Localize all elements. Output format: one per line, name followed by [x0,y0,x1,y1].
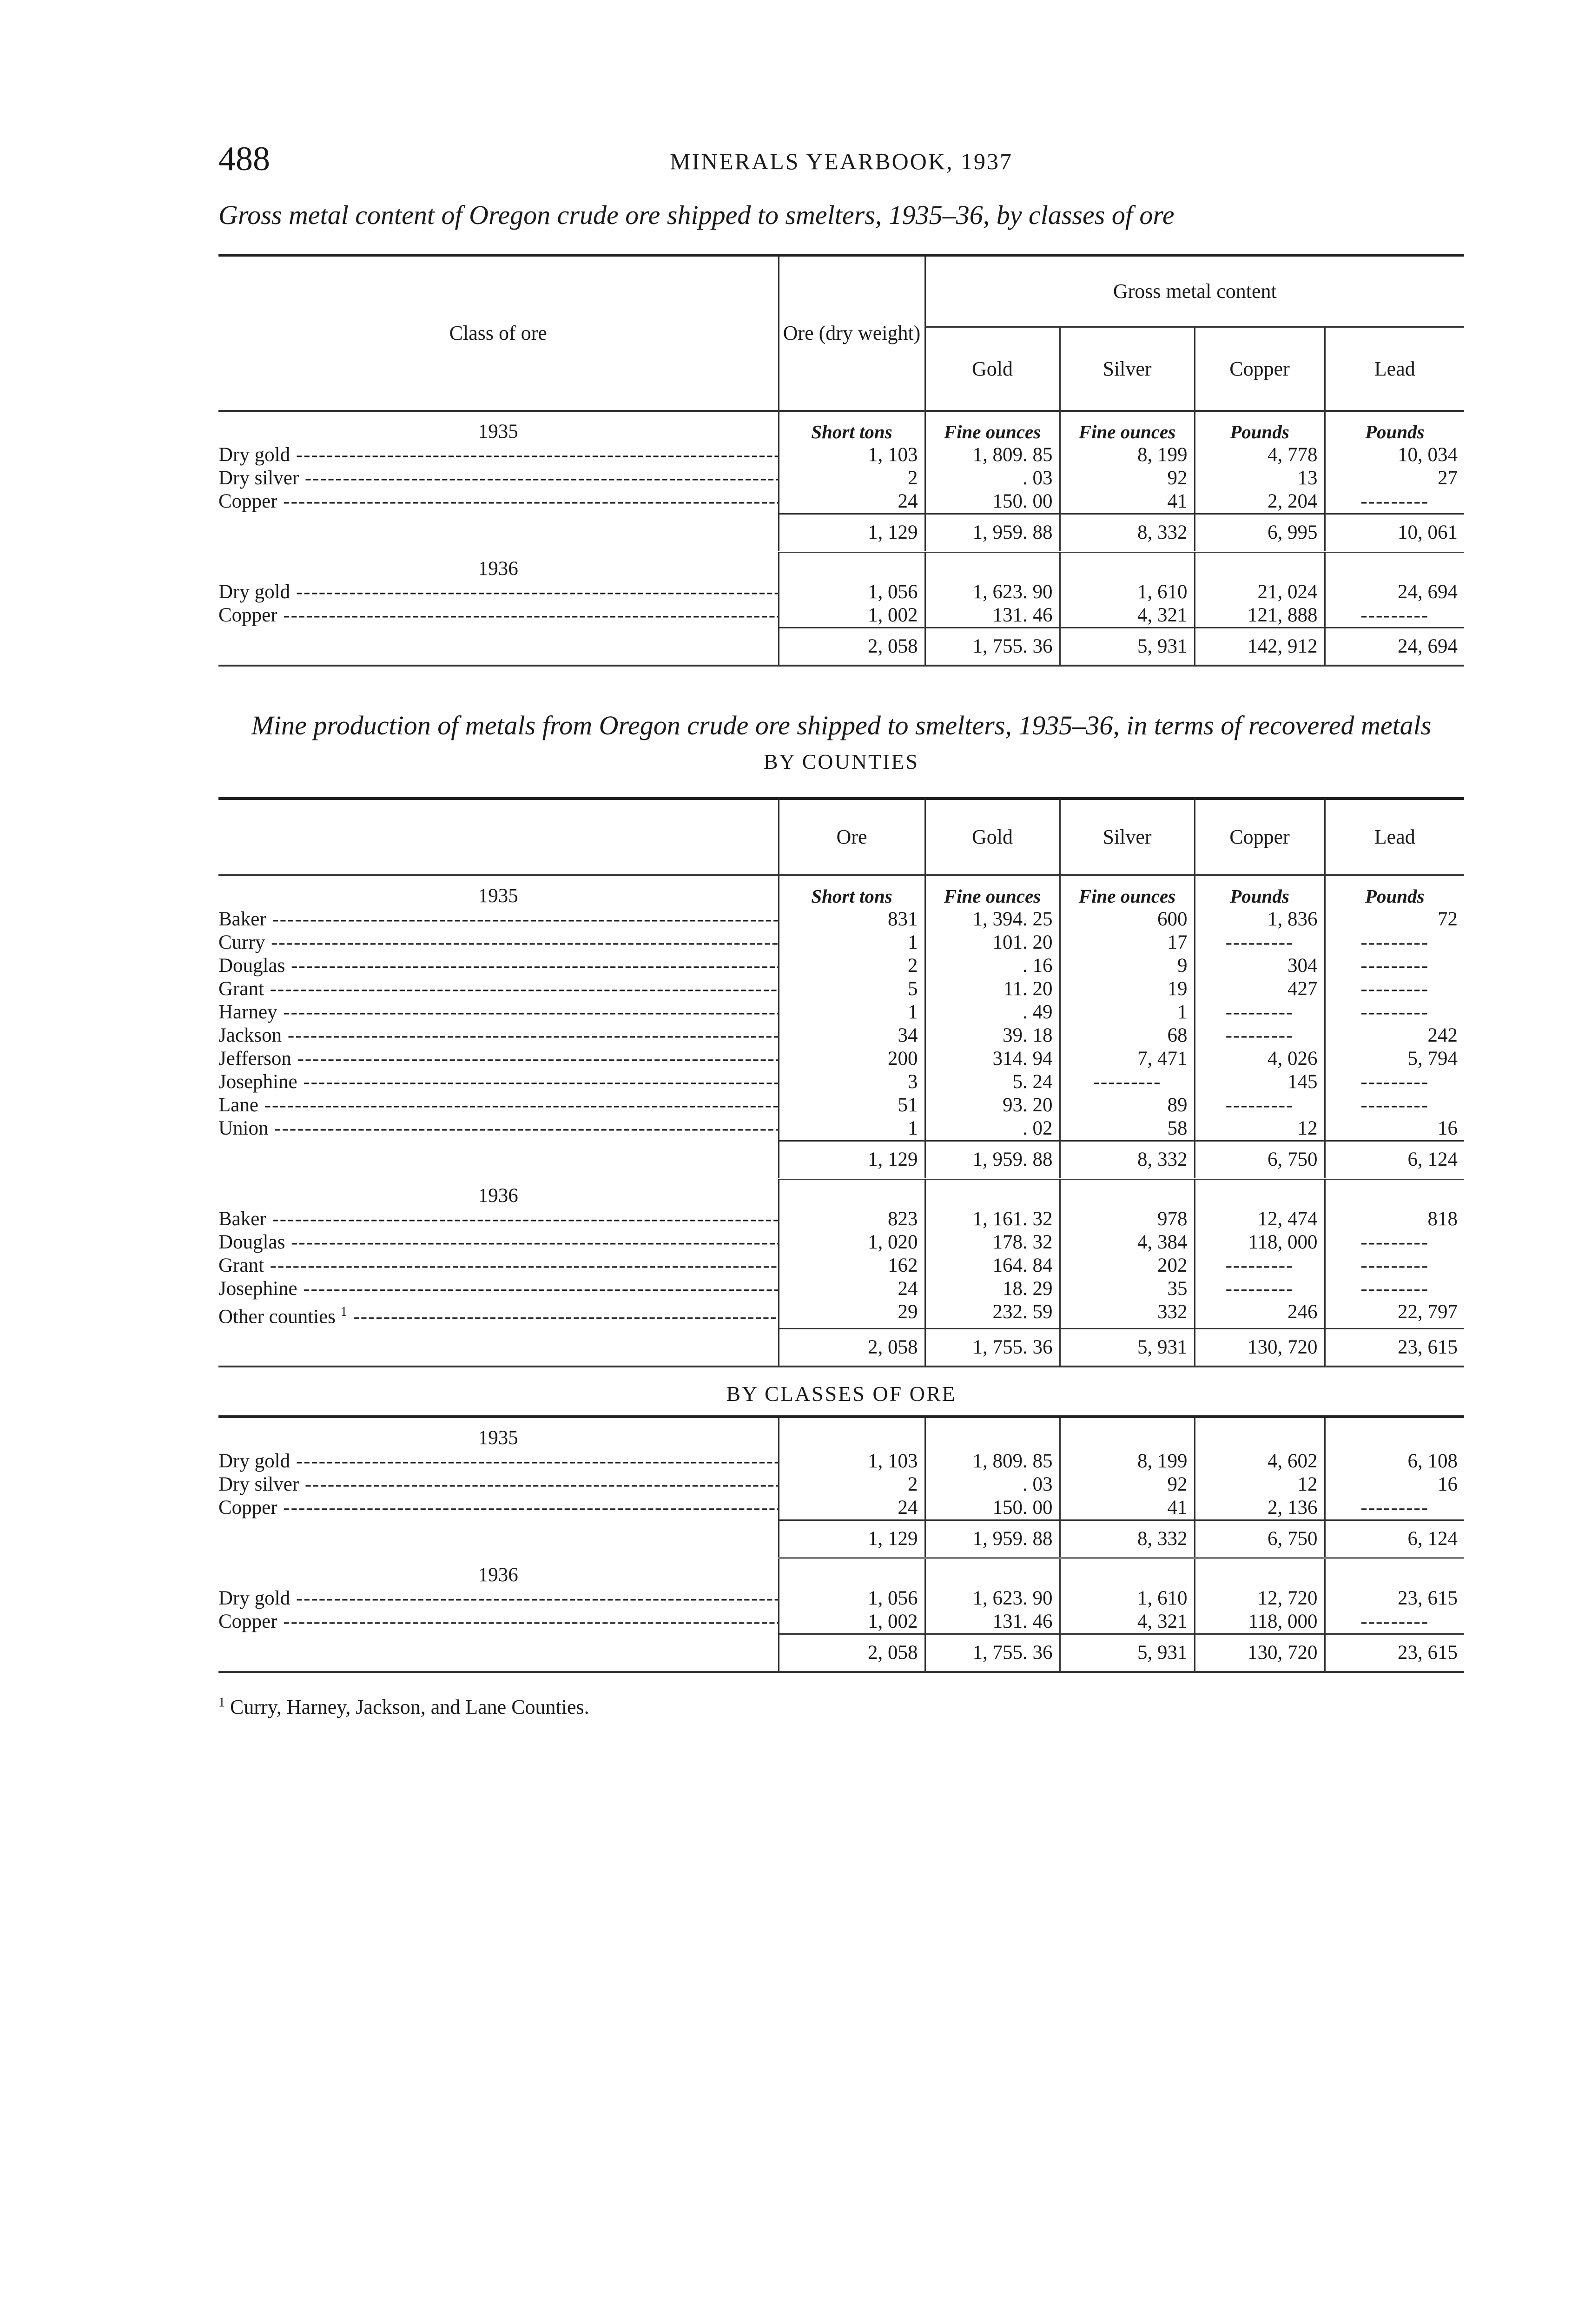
table-row [218,1254,1464,1277]
row-label: Dry gold ----- [218,443,779,467]
copper-cell: 1, 836 [1195,908,1325,931]
silver-cell: 41 [1060,490,1195,514]
lead-cell: --------- [1325,490,1464,514]
table-row [218,1496,1464,1520]
gold-cell: 18. 29 [925,1277,1060,1301]
ore-cell: 1 [779,1117,925,1141]
ore-cell: 1, 056 [779,581,925,604]
year-label: 1936 [478,1564,518,1586]
lead-cell: 242 [1325,1024,1464,1047]
lead-cell: --------- [1325,1231,1464,1254]
row-label-text: Other counties [218,1306,336,1328]
ore-cell: 24 [779,1277,925,1301]
copper-total: 130, 720 [1195,1634,1325,1672]
copper-cell: 2, 136 [1195,1496,1325,1520]
col-class-header: Class of ore [218,255,779,411]
row-label: Union ----- [218,1117,779,1141]
gold-total: 1, 755. 36 [925,1328,1060,1367]
gold-cell: 178. 32 [925,1231,1060,1254]
footnote-text: Curry, Harney, Jackson, and Lane Counties. [230,1695,589,1718]
gold-cell: 11. 20 [925,977,1060,1001]
ore-cell: 24 [779,490,925,514]
row-label: Dry silver ----- [218,1473,779,1496]
silver-total: 5, 931 [1060,1634,1195,1672]
year-label: 1936 [478,558,518,580]
row-label: Grant ----- [218,977,779,1001]
copper-cell: --------- [1195,1094,1325,1117]
silver-total: 5, 931 [1060,628,1195,666]
copper-cell: 427 [1195,977,1325,1001]
silver-cell: 1, 610 [1060,581,1195,604]
copper-cell: 4, 602 [1195,1450,1325,1473]
table-row [218,1208,1464,1231]
row-label: Curry ----- [218,931,779,954]
ore-cell: 162 [779,1254,925,1277]
copper-cell: 12 [1195,1473,1325,1496]
ore-cell: 34 [779,1024,925,1047]
ore-cell: 1 [779,931,925,954]
row-label: Dry gold ----- [218,1450,779,1473]
unit-label: Pounds [1325,875,1464,908]
table-row [218,1070,1464,1094]
footnote [218,1695,1464,1719]
ore-total: 2, 058 [779,1634,925,1672]
gold-cell: 131. 46 [925,604,1060,628]
copper-cell: 118, 000 [1195,1610,1325,1634]
gold-cell: 150. 00 [925,490,1060,514]
col-lead-header: Lead [1325,327,1464,411]
table-row [218,977,1464,1001]
copper-cell: 2, 204 [1195,490,1325,514]
gold-cell: 1, 394. 25 [925,908,1060,931]
ore-cell: 831 [779,908,925,931]
gold-cell: 1, 809. 85 [925,443,1060,467]
lead-cell: --------- [1325,1610,1464,1634]
gold-cell: 1, 161. 32 [925,1208,1060,1231]
ore-cell: 24 [779,1496,925,1520]
lead-cell: --------- [1325,604,1464,628]
year-label: 1935 [478,1426,518,1449]
table-row [218,1587,1464,1610]
table-row [218,604,1464,628]
col-silver-header: Silver [1060,327,1195,411]
footnote-ref: 1 [340,1305,347,1319]
lead-cell: 818 [1325,1208,1464,1231]
table1-title: Gross metal content of Oregon crude ore shipped to smelters, 1935–36, by classes of ore [218,200,1175,230]
col-lead-header: Lead [1325,799,1464,875]
gold-cell: . 03 [925,1473,1060,1496]
table-row [218,1450,1464,1473]
lead-cell: --------- [1325,1094,1464,1117]
unit-label: Pounds [1195,411,1325,443]
copper-cell: 4, 778 [1195,443,1325,467]
table2 [218,797,1464,1369]
ore-cell: 2 [779,1473,925,1496]
gold-total: 1, 959. 88 [925,1520,1060,1558]
lead-cell: 10, 034 [1325,443,1464,467]
page-header [218,139,1464,191]
col-ore-header: Ore [779,799,925,875]
silver-cell: 202 [1060,1254,1195,1277]
unit-label: Pounds [1195,875,1325,908]
lead-total: 23, 615 [1325,1328,1464,1367]
silver-cell: 35 [1060,1277,1195,1301]
copper-cell: --------- [1195,1277,1325,1301]
total-row [218,628,1464,666]
copper-cell: --------- [1195,1001,1325,1024]
gold-cell: 1, 623. 90 [925,1587,1060,1610]
table-row [218,931,1464,954]
row-label: Copper ----- [218,490,779,514]
copper-cell: 304 [1195,954,1325,977]
row-label: Douglas ----- [218,954,779,977]
row-label: Jefferson ----- [218,1047,779,1070]
row-label: Baker ----- [218,1208,779,1231]
gold-total: 1, 959. 88 [925,514,1060,552]
total-row [218,1141,1464,1179]
silver-total: 8, 332 [1060,1520,1195,1558]
lead-total: 10, 061 [1325,514,1464,552]
table3 [218,1415,1464,1675]
lead-total: 23, 615 [1325,1634,1464,1672]
row-label: Grant ----- [218,1254,779,1277]
table-row [218,467,1464,490]
table-row [218,1024,1464,1047]
copper-cell: 12, 720 [1195,1587,1325,1610]
col-ore-header: Ore (dry weight) [779,255,925,411]
lead-total: 6, 124 [1325,1520,1464,1558]
unit-label: Fine ounces [1060,411,1195,443]
silver-cell: 19 [1060,977,1195,1001]
copper-cell: 121, 888 [1195,604,1325,628]
ore-cell: 29 [779,1301,925,1328]
table2-title: Mine production of metals from Oregon crude ore shipped to smelters, 1935–36, in terms of recovered metals [251,710,1432,740]
table-row [218,1301,1464,1328]
row-label: Baker ----- [218,908,779,931]
gold-cell: 101. 20 [925,931,1060,954]
table-row [218,1001,1464,1024]
copper-cell: 21, 024 [1195,581,1325,604]
table-row [218,1047,1464,1070]
gold-total: 1, 755. 36 [925,628,1060,666]
ore-total: 2, 058 [779,628,925,666]
copper-cell: 145 [1195,1070,1325,1094]
section-heading: BY CLASSES OF ORE [726,1381,957,1406]
ore-cell: 5 [779,977,925,1001]
lead-cell: 23, 615 [1325,1587,1464,1610]
silver-cell: 89 [1060,1094,1195,1117]
table-row [218,490,1464,514]
silver-total: 8, 332 [1060,1141,1195,1179]
row-label: Harney ----- [218,1001,779,1024]
copper-cell: --------- [1195,1024,1325,1047]
silver-cell: 978 [1060,1208,1195,1231]
table-row [218,1473,1464,1496]
ore-total: 1, 129 [779,1141,925,1179]
copper-cell: --------- [1195,1254,1325,1277]
lead-total: 6, 124 [1325,1141,1464,1179]
copper-cell: 12 [1195,1117,1325,1141]
silver-cell: 1 [1060,1001,1195,1024]
copper-cell: 118, 000 [1195,1231,1325,1254]
gold-cell: . 49 [925,1001,1060,1024]
year-label: 1935 [478,885,518,907]
silver-cell: 332 [1060,1301,1195,1328]
ore-cell: 1 [779,1001,925,1024]
section-heading: BY COUNTIES [763,750,919,773]
silver-cell: 92 [1060,467,1195,490]
copper-cell: 13 [1195,467,1325,490]
ore-cell: 1, 002 [779,1610,925,1634]
unit-label: Short tons [779,875,925,908]
silver-total: 8, 332 [1060,514,1195,552]
row-label: Copper ----- [218,1610,779,1634]
row-label: Dry gold ----- [218,581,779,604]
gold-cell: . 16 [925,954,1060,977]
ore-cell: 2 [779,954,925,977]
gold-cell: 314. 94 [925,1047,1060,1070]
row-label: Copper ----- [218,604,779,628]
table-row [218,443,1464,467]
gold-cell: . 03 [925,467,1060,490]
lead-cell: 27 [1325,467,1464,490]
ore-cell: 200 [779,1047,925,1070]
lead-cell: 72 [1325,908,1464,931]
ore-cell: 823 [779,1208,925,1231]
silver-cell: 8, 199 [1060,1450,1195,1473]
copper-total: 6, 750 [1195,1520,1325,1558]
lead-cell: --------- [1325,1496,1464,1520]
footnote-mark: 1 [218,1695,225,1710]
table-row [218,1231,1464,1254]
unit-label: Fine ounces [925,411,1060,443]
year-label: 1935 [478,421,518,442]
copper-cell: 246 [1195,1301,1325,1328]
silver-cell: 600 [1060,908,1195,931]
ore-cell: 1, 056 [779,1587,925,1610]
copper-total: 142, 912 [1195,628,1325,666]
copper-cell: 4, 026 [1195,1047,1325,1070]
gold-cell: . 02 [925,1117,1060,1141]
copper-total: 6, 995 [1195,514,1325,552]
silver-cell: 7, 471 [1060,1047,1195,1070]
table-row [218,1277,1464,1301]
silver-cell: 68 [1060,1024,1195,1047]
ore-cell: 51 [779,1094,925,1117]
gold-cell: 93. 20 [925,1094,1060,1117]
row-label: Lane ----- [218,1094,779,1117]
lead-cell: --------- [1325,1070,1464,1094]
gold-total: 1, 959. 88 [925,1141,1060,1179]
table1 [218,254,1464,668]
ore-cell: 1, 020 [779,1231,925,1254]
silver-cell: 1, 610 [1060,1587,1195,1610]
table-row [218,954,1464,977]
lead-cell: --------- [1325,931,1464,954]
gold-cell: 232. 59 [925,1301,1060,1328]
silver-cell: 8, 199 [1060,443,1195,467]
silver-cell: 41 [1060,1496,1195,1520]
silver-cell: 17 [1060,931,1195,954]
gold-cell: 150. 00 [925,1496,1060,1520]
row-label: Josephine ----- [218,1277,779,1301]
page-number: 488 [218,140,270,178]
total-row [218,1634,1464,1672]
lead-cell: 5, 794 [1325,1047,1464,1070]
table-row [218,908,1464,931]
col-copper-header: Copper [1195,799,1325,875]
year-label: 1936 [478,1185,518,1207]
gold-total: 1, 755. 36 [925,1634,1060,1672]
copper-total: 6, 750 [1195,1141,1325,1179]
ore-cell: 1, 103 [779,1450,925,1473]
lead-cell: --------- [1325,1277,1464,1301]
gold-cell: 164. 84 [925,1254,1060,1277]
gold-cell: 1, 623. 90 [925,581,1060,604]
total-row [218,1520,1464,1558]
ore-total: 2, 058 [779,1328,925,1367]
table-row [218,1094,1464,1117]
copper-cell: 12, 474 [1195,1208,1325,1231]
row-label: Josephine ----- [218,1070,779,1094]
table-row [218,581,1464,604]
row-label: Dry gold ----- [218,1587,779,1610]
gold-cell: 39. 18 [925,1024,1060,1047]
silver-cell: --------- [1060,1070,1195,1094]
gross-metal-content-header: Gross metal content [925,255,1464,327]
ore-total: 1, 129 [779,514,925,552]
table-row [218,1117,1464,1141]
lead-cell: 24, 694 [1325,581,1464,604]
lead-cell: 16 [1325,1473,1464,1496]
unit-label: Pounds [1325,411,1464,443]
col-gold-header: Gold [925,327,1060,411]
ore-cell: 1, 002 [779,604,925,628]
row-label: Douglas ----- [218,1231,779,1254]
silver-cell: 58 [1060,1117,1195,1141]
ore-cell: 1, 103 [779,443,925,467]
copper-total: 130, 720 [1195,1328,1325,1367]
running-head: MINERALS YEARBOOK, 1937 [670,148,1013,174]
lead-cell: --------- [1325,977,1464,1001]
total-row [218,1328,1464,1367]
lead-cell: 16 [1325,1117,1464,1141]
lead-total: 24, 694 [1325,628,1464,666]
row-label [218,1301,779,1328]
gold-cell: 5. 24 [925,1070,1060,1094]
unit-label: Fine ounces [925,875,1060,908]
lead-cell: --------- [1325,954,1464,977]
lead-cell: 22, 797 [1325,1301,1464,1328]
silver-cell: 4, 321 [1060,604,1195,628]
table-row [218,1610,1464,1634]
copper-cell: --------- [1195,931,1325,954]
row-label: Copper ----- [218,1496,779,1520]
silver-cell: 9 [1060,954,1195,977]
gold-cell: 1, 809. 85 [925,1450,1060,1473]
total-row [218,514,1464,552]
page [218,139,1464,1719]
lead-cell: --------- [1325,1001,1464,1024]
gold-cell: 131. 46 [925,1610,1060,1634]
silver-cell: 4, 384 [1060,1231,1195,1254]
ore-cell: 3 [779,1070,925,1094]
unit-label: Short tons [779,411,925,443]
silver-cell: 92 [1060,1473,1195,1496]
unit-label: Fine ounces [1060,875,1195,908]
row-label: Jackson ----- [218,1024,779,1047]
lead-cell: --------- [1325,1254,1464,1277]
silver-cell: 4, 321 [1060,1610,1195,1634]
col-copper-header: Copper [1195,327,1325,411]
lead-cell: 6, 108 [1325,1450,1464,1473]
ore-total: 1, 129 [779,1520,925,1558]
row-label: Dry silver ----- [218,467,779,490]
col-gold-header: Gold [925,799,1060,875]
col-silver-header: Silver [1060,799,1195,875]
silver-total: 5, 931 [1060,1328,1195,1367]
ore-cell: 2 [779,467,925,490]
